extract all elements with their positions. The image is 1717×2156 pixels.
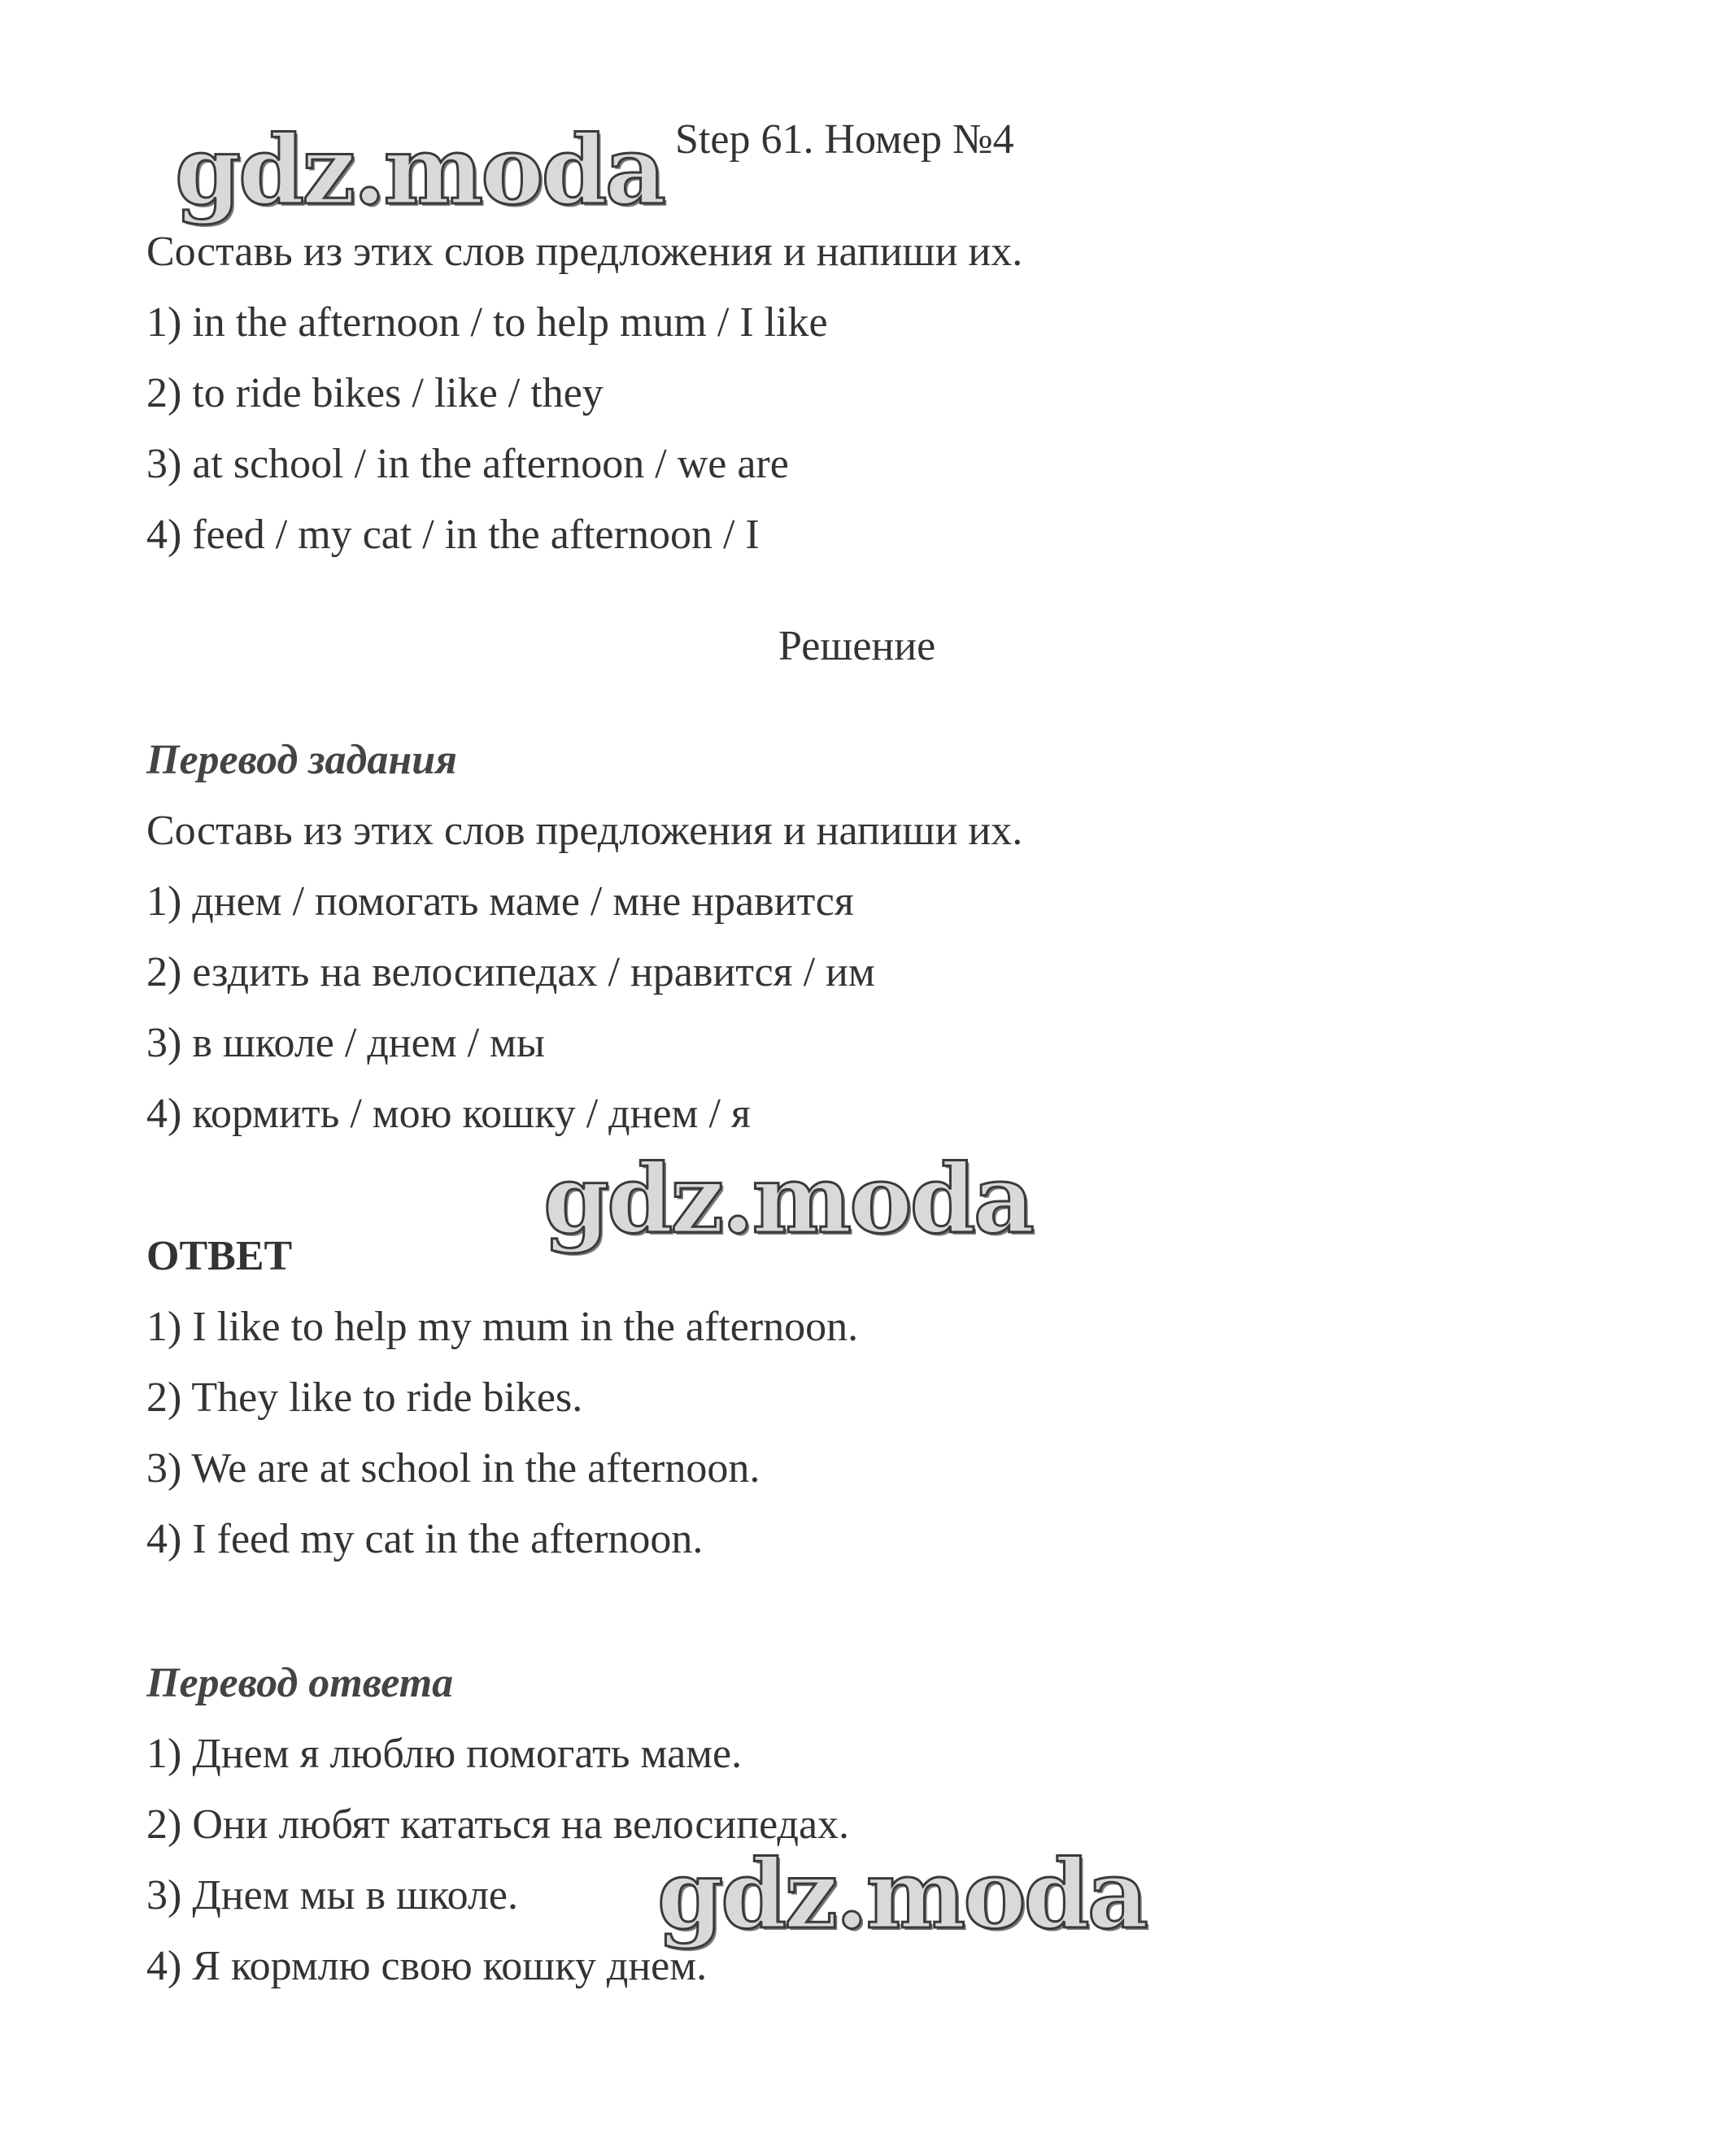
answer-translation-item: 3) Днем мы в школе. bbox=[146, 1872, 519, 1919]
answer-item: 3) We are at school in the afternoon. bbox=[146, 1445, 760, 1492]
answer-item: 4) I feed my cat in the afternoon. bbox=[146, 1516, 704, 1562]
task-instruction: Составь из этих слов предложения и напиши их. bbox=[146, 229, 1023, 275]
answer-translation-heading: Перевод ответа bbox=[146, 1660, 454, 1706]
task-translation-heading: Перевод задания bbox=[146, 737, 457, 783]
page-title: Step 61. Номер №4 bbox=[675, 116, 1014, 163]
task-translation-item: 2) ездить на велосипедах / нравится / им bbox=[146, 949, 875, 995]
watermark-logo: gdz.moda bbox=[543, 1144, 1032, 1255]
watermark-logo: gdz.moda bbox=[657, 1840, 1146, 1950]
task-translation-item: 3) в школе / днем / мы bbox=[146, 1020, 545, 1066]
task-item: 1) in the afternoon / to help mum / I like bbox=[146, 299, 828, 346]
answer-translation-item: 1) Днем я люблю помогать маме. bbox=[146, 1731, 743, 1777]
task-translation-item: 4) кормить / мою кошку / днем / я bbox=[146, 1091, 751, 1137]
answer-item: 2) They like to ride bikes. bbox=[146, 1374, 583, 1421]
task-translation-instruction: Составь из этих слов предложения и напиши их. bbox=[146, 808, 1023, 854]
solution-label: Решение bbox=[778, 623, 936, 669]
task-item: 2) to ride bikes / like / they bbox=[146, 370, 604, 416]
task-item: 4) feed / my cat / in the afternoon / I bbox=[146, 512, 760, 558]
answer-heading: ОТВЕТ bbox=[146, 1233, 293, 1279]
answer-item: 1) I like to help my mum in the afternoon. bbox=[146, 1304, 859, 1350]
answer-translation-item: 2) Они любят кататься на велосипедах. bbox=[146, 1801, 850, 1848]
answer-translation-item: 4) Я кормлю свою кошку днем. bbox=[146, 1943, 708, 1989]
watermark-logo: gdz.moda bbox=[175, 115, 664, 226]
task-translation-item: 1) днем / помогать маме / мне нравится bbox=[146, 878, 854, 925]
task-item: 3) at school / in the afternoon / we are bbox=[146, 441, 789, 487]
